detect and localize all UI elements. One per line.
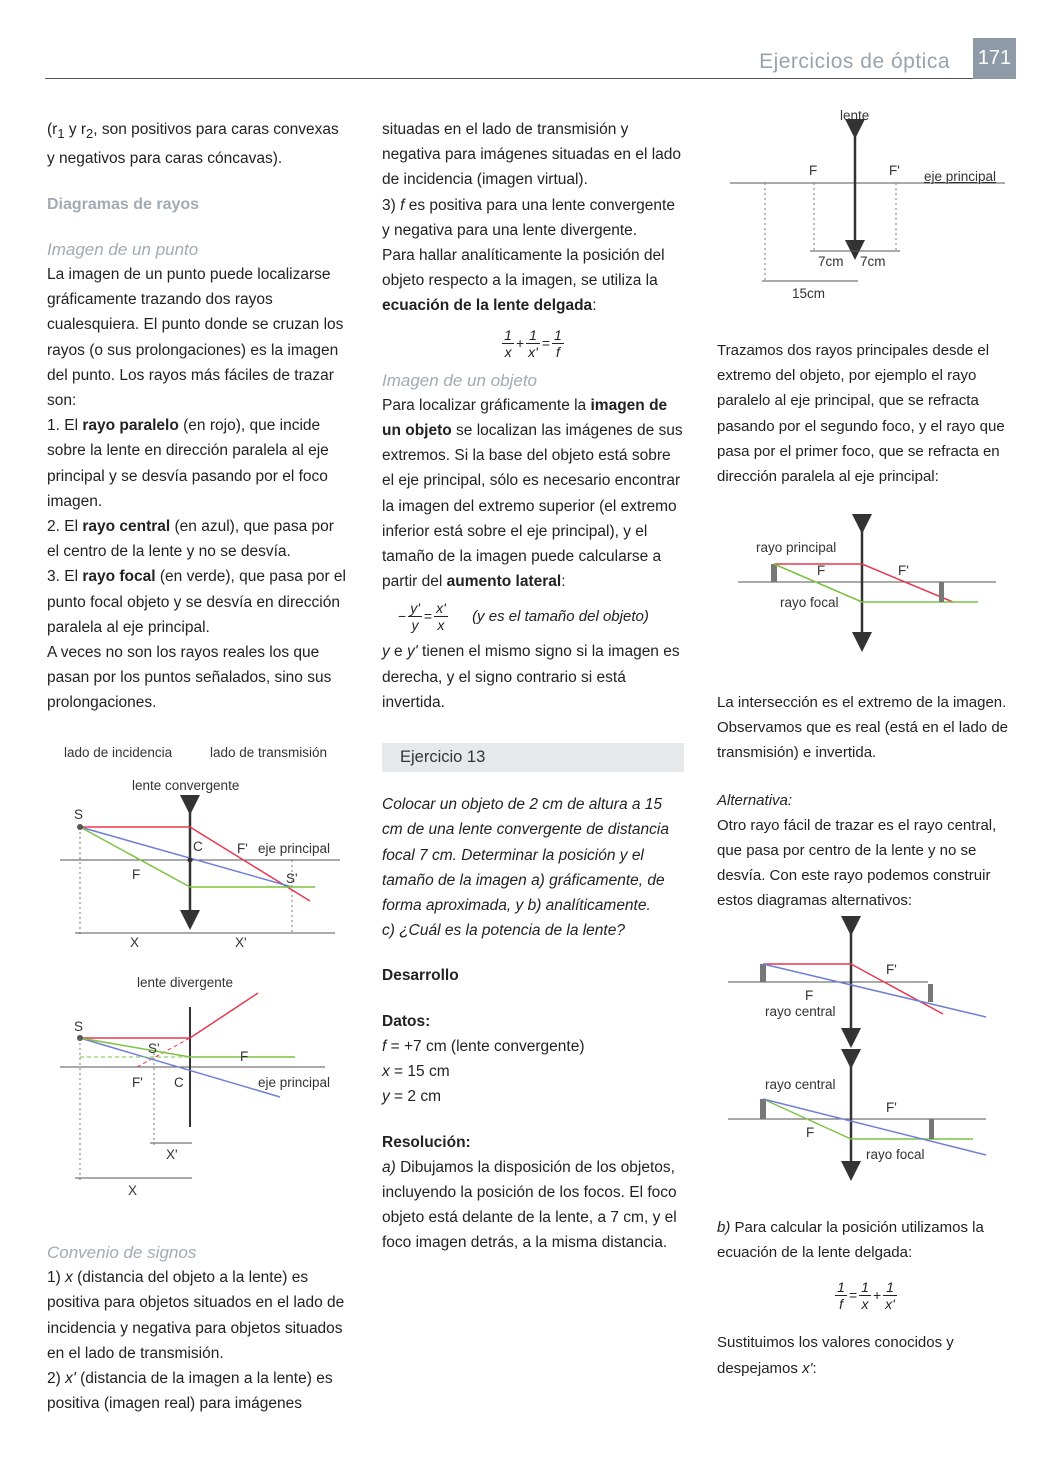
principal-rays-diagram: [738, 520, 1008, 650]
lens-label: lente: [840, 108, 870, 123]
central-ray-diagram-1: [728, 922, 998, 1042]
label-F-prime: F': [886, 1100, 897, 1115]
label-X: X: [128, 1183, 138, 1198]
exercise-statement: c) ¿Cuál es la potencia de la lente?: [382, 922, 625, 940]
label-X: X: [130, 935, 140, 950]
paragraph: b) Para calcular la posición utilizamos la ecuación de la lente delgada:: [717, 1219, 984, 1262]
label-F: F: [809, 163, 818, 178]
desarrollo-heading: Desarrollo: [382, 967, 459, 985]
paragraph: La intersección es el extremo de la imagen. Observamos que es real (está en el lado de transmisión) e invertida.: [717, 694, 1008, 762]
data-line: f = +7 cm (lente convergente): [382, 1037, 585, 1055]
paragraph: 2) x' (distancia de la imagen a la lente) es positiva (imagen real) para imágenes: [47, 1370, 333, 1413]
paragraph: Trazamos dos rayos principales desde el extremo del objeto, por ejemplo el rayo paralelo al eje principal, que se refracta pasando por el segundo foco, y el rayo que pasa por el primer foco, que se refracta en dirección paralela al eje principal:: [717, 342, 1005, 486]
paragraph: a) Dibujamos la disposición de los objetos, incluyendo la posición de los focos. El foco objeto está delante de la lente, a 7 cm, y el foco imagen detrás, a la misma distancia.: [382, 1158, 677, 1252]
subsection-title: Imagen de un objeto: [382, 370, 538, 390]
side-transmission-label: lado de transmisión: [210, 745, 328, 760]
list-item: 1. El rayo paralelo (en rojo), que incide sobre la lente en dirección paralela al eje principal y se desvía pasando por el foco imagen.: [47, 417, 329, 510]
label-C: C: [193, 839, 203, 854]
label-X-prime: X': [235, 935, 247, 950]
central-ray-diagram-2: [728, 1055, 998, 1175]
label-F-prime: F': [132, 1075, 143, 1090]
paragraph: Para hallar analíticamente la posición del objeto respecto a la imagen, se utiliza la ecuación de la lente delgada:: [382, 247, 665, 315]
label-C: C: [174, 1075, 184, 1090]
paragraph: Otro rayo fácil de trazar es el rayo central, que pasa por centro de la lente y no se desvía. Con este rayo podemos construir estos diagramas alternativos:: [717, 816, 997, 910]
header-rule: [45, 78, 973, 79]
paragraph: La imagen de un punto puede localizarse gráficamente trazando dos rayos cualesquiera. El punto donde se cruzan los rayos (o sus prolongaciones) es la imagen del punto. Los rayos más fáciles de trazar son:: [47, 265, 344, 409]
paragraph: y e y' tienen el mismo signo si la imagen es derecha, y el signo contrario si está invertida.: [382, 643, 680, 711]
list-item: 2. El rayo central (en azul), que pasa por el centro de la lente y no se desvía.: [47, 517, 334, 561]
axis-label: eje principal: [924, 169, 997, 184]
ray-label: rayo principal: [756, 540, 837, 555]
label-F-prime: F': [237, 841, 248, 856]
column-3-mid: [717, 690, 1015, 914]
data-line: y = 2 cm: [382, 1088, 442, 1106]
exercise-title-box: Ejercicio 13: [382, 743, 684, 772]
thin-lens-equation-2: $\frac{1}{f}$ = $\frac{1}{x}$ + $\frac{1}{x'}$: [837, 1279, 895, 1313]
label-X-prime: X': [166, 1147, 178, 1162]
paragraph: 3) f es positiva para una lente convergente y negativa para una lente divergente.: [382, 196, 675, 239]
intro-text: ($r_1$ y $r_2$, son positivos para caras convexas y negativos para caras cóncavas).: [47, 121, 339, 168]
magnification-equation: − $\frac{y'}{y}$ = $\frac{x'}{x}$ (y es el tamaño del objeto): [398, 600, 649, 634]
label-F: F: [240, 1049, 249, 1064]
lens-setup-diagram: [730, 105, 1020, 305]
label-F-prime: F': [886, 962, 897, 977]
page-number: 171: [973, 38, 1016, 79]
label-F: F: [132, 867, 141, 882]
label-F: F: [805, 988, 814, 1003]
running-header-title: Ejercicios de óptica: [759, 50, 950, 73]
label-S-prime: S': [286, 871, 298, 886]
divergent-lens-title: lente divergente: [137, 975, 234, 990]
label-S-prime: S': [148, 1041, 160, 1056]
list-item: 3. El rayo focal (en verde), que pasa por el punto focal objeto y se desvía en dirección paralela al eje principal.: [47, 568, 346, 636]
ray-label: rayo central: [765, 1077, 836, 1092]
column-1: [47, 117, 347, 716]
data-line: x = 15 cm: [382, 1063, 450, 1081]
distance-label: 15cm: [792, 286, 826, 301]
column-3-bottom: [717, 1215, 1015, 1381]
exercise-statement: Colocar un objeto de 2 cm de altura a 15 cm de una lente convergente de distancia focal 7 cm. Determinar la posición y el tamaño de la imagen a) gráficamente, de forma aproximada, y b) analíticamente.: [382, 796, 669, 915]
paragraph: Para localizar gráficamente la imagen de un objeto se localizan las imágenes de sus extremos. Si la base del objeto está sobre el eje principal, sólo es necesario encontrar la imagen del extremo superior (el extremo inferior está sobre el eje principal), y el tamaño de la imagen puede calcularse a partir del aumento lateral:: [382, 396, 683, 591]
side-incidence-label: lado de incidencia: [64, 745, 173, 760]
subsection-title: Imagen de un punto: [47, 239, 199, 259]
subsection-title: Convenio de signos: [47, 1243, 197, 1262]
label-F-prime: F': [889, 163, 900, 178]
paragraph: 1) x (distancia del objeto a la lente) es positiva para objetos situados en el lado de incidencia y negativa para objetos situados en el lado de transmisión.: [47, 1269, 345, 1362]
column-3-top: [717, 338, 1015, 489]
ray-diagram-left: [40, 735, 360, 1205]
ray-label: rayo central: [765, 1004, 836, 1019]
label-F-prime: F': [898, 563, 909, 578]
label-S: S: [74, 807, 84, 822]
axis-label: eje principal: [258, 1075, 331, 1090]
paragraph: Sustituimos los valores conocidos y despejamos x':: [717, 1334, 954, 1377]
label-F: F: [817, 563, 826, 578]
distance-label: 7cm: [818, 254, 844, 269]
label-F: F: [806, 1125, 815, 1140]
axis-label: eje principal: [258, 841, 331, 856]
distance-label: 7cm: [860, 254, 886, 269]
paragraph: situadas en el lado de transmisión y negativa para imágenes situadas en el lado de incidencia (imagen virtual).: [382, 121, 682, 189]
column-1-bottom: [47, 1240, 347, 1416]
paragraph: A veces no son los rayos reales los que pasan por los puntos señalados, sino sus prolongaciones.: [47, 643, 332, 712]
label-S: S: [74, 1019, 84, 1034]
section-title: Diagramas de rayos: [47, 195, 200, 213]
ray-label: rayo focal: [866, 1147, 925, 1162]
ray-label: rayo focal: [780, 595, 839, 610]
datos-heading: Datos:: [382, 1012, 431, 1030]
convergent-lens-title: lente convergente: [132, 778, 240, 793]
alternative-heading: Alternativa:: [717, 791, 793, 809]
resolucion-heading: Resolución:: [382, 1133, 471, 1151]
thin-lens-equation: $\frac{1}{x}$ + $\frac{1}{x'}$ = $\frac{1}{f}$: [504, 326, 562, 360]
column-2: [382, 117, 684, 1256]
